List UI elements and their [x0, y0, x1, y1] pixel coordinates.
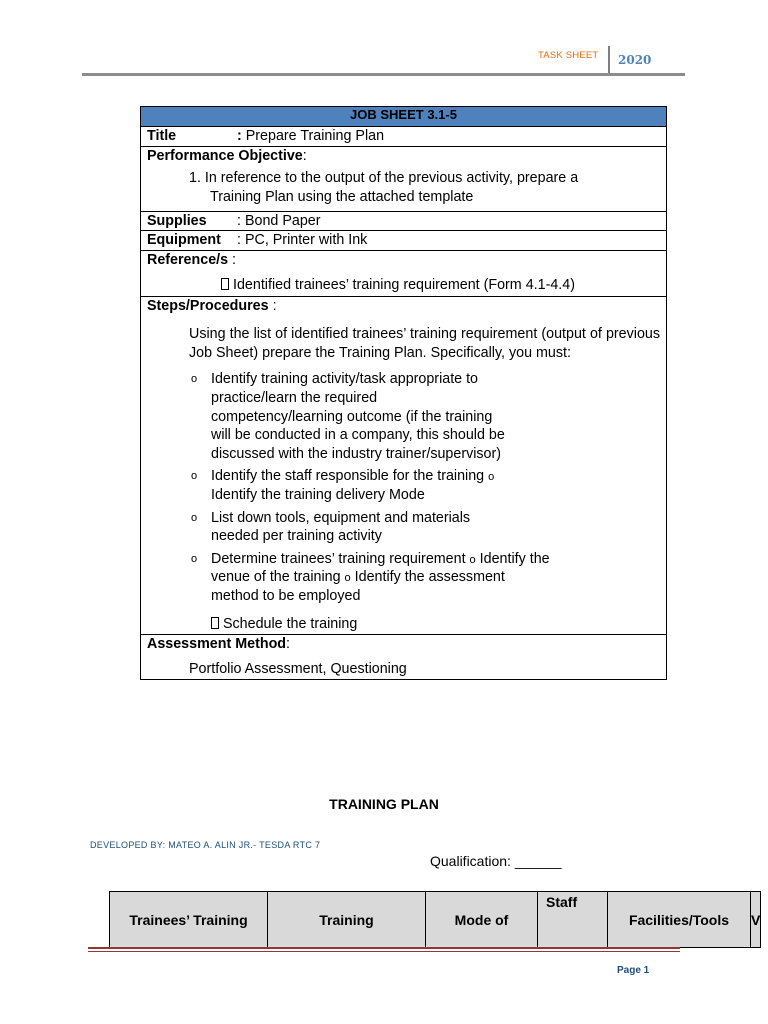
qualification-field	[430, 853, 562, 869]
developed-by-text: DEVELOPED BY: MATEO A. ALIN JR.- TESDA RTC 7	[90, 840, 321, 850]
inline-bullet-o-icon: o	[344, 572, 351, 585]
references-label: Reference/s	[147, 251, 229, 268]
qualification-label: Qualification:	[430, 853, 511, 869]
job-sheet-title: JOB SHEET 3.1-5	[141, 107, 667, 127]
column-header: V	[751, 892, 761, 948]
list-item: o List down tools, equipment and materials needed per training activity	[191, 509, 471, 545]
training-plan-title: TRAINING PLAN	[329, 796, 439, 812]
qualification-blank: ______	[514, 853, 562, 869]
bullet-o-icon: o	[191, 373, 198, 386]
supplies-label: Supplies	[147, 212, 207, 229]
header-task-sheet-label: TASK SHEET	[538, 50, 599, 61]
footer-rule	[88, 947, 680, 949]
footer-rule-thin	[88, 951, 680, 952]
references-row	[141, 250, 667, 296]
equipment-label: Equipment	[147, 232, 221, 249]
steps-row	[141, 296, 667, 634]
page-number: Page 1	[617, 965, 650, 976]
title-sep: :	[237, 128, 242, 144]
job-sheet-table	[140, 106, 667, 680]
assessment-value: Portfolio Assessment, Questioning	[189, 660, 407, 677]
column-header: Mode of	[426, 892, 538, 948]
header-year: 2020	[618, 53, 652, 67]
column-header: Training	[268, 892, 426, 948]
title-label: Title	[147, 128, 177, 144]
performance-objective-sep: :	[302, 147, 307, 164]
steps-intro: Using the list of identified trainees’ training requirement (output of previous Job Sheet) prepare the Training Plan. Specifically, you must:	[189, 326, 660, 361]
equipment-row	[141, 231, 667, 251]
column-header: Staff	[538, 892, 608, 948]
performance-objective-line-1: 1. In reference to the output of the previous activity, prepare a	[189, 170, 579, 187]
checkbox-glyph-icon	[221, 278, 229, 290]
assessment-row	[141, 634, 667, 679]
performance-objective-line-2: Training Plan using the attached template	[210, 188, 474, 205]
supplies-row	[141, 211, 667, 231]
bullet-o-icon: o	[191, 511, 198, 524]
steps-label: Steps/Procedures	[147, 297, 269, 314]
bullet-o-icon: o	[191, 552, 198, 565]
list-item: o Identify training activity/task appropriate to practice/learn the required competency/learning outcome (if the training will be conducted in a company, this should be discussed with the industry trainer/supervisor)	[191, 371, 505, 462]
references-sep: :	[232, 251, 237, 268]
equipment-value: PC, Printer with Ink	[244, 232, 368, 249]
title-value: Prepare Training Plan	[245, 128, 385, 144]
equipment-sep: :	[237, 232, 241, 249]
steps-final-item: Schedule the training	[147, 615, 660, 634]
title-row	[141, 127, 667, 147]
bullet-o-icon: o	[191, 470, 198, 483]
column-header: Trainees’ Training	[110, 892, 268, 948]
steps-list	[147, 370, 550, 605]
header-divider	[608, 46, 610, 74]
header-rule	[82, 73, 685, 76]
references-item: Identified trainees’ training requirement (Form 4.1-4.4)	[147, 276, 660, 295]
supplies-sep: :	[237, 212, 241, 229]
list-item: o Determine trainees’ training requirement o Identify the venue of the training o Identify the assessment method to be employed	[191, 550, 550, 604]
training-plan-table	[109, 891, 761, 948]
list-item: o Identify the staff responsible for the training o Identify the training delivery Mode	[191, 468, 495, 503]
column-header: Facilities/Tools	[608, 892, 751, 948]
steps-sep: :	[272, 297, 277, 314]
inline-bullet-o-icon: o	[469, 553, 476, 566]
checkbox-glyph-icon	[211, 617, 219, 629]
assessment-label: Assessment Method	[147, 635, 287, 652]
supplies-value: Bond Paper	[244, 212, 321, 229]
inline-bullet-o-icon: o	[488, 471, 495, 484]
performance-objective-label: Performance Objective	[147, 147, 303, 164]
performance-objective-row	[141, 146, 667, 211]
assessment-sep: :	[286, 635, 291, 652]
